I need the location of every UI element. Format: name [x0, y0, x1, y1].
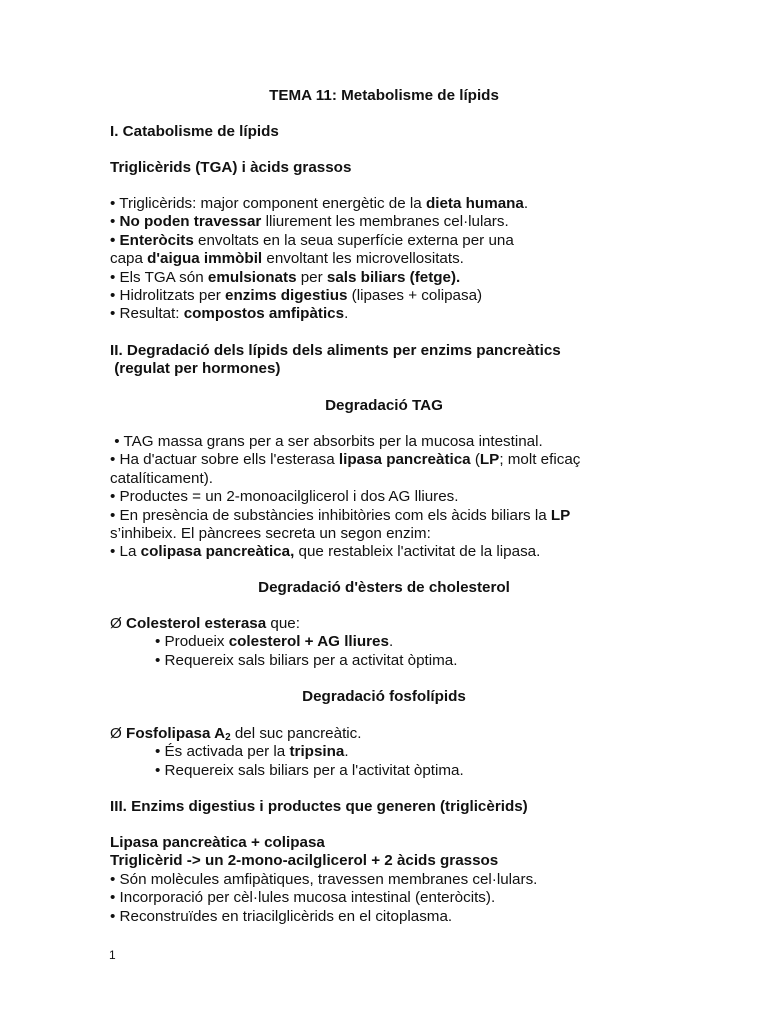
bullet-line: • Reconstruïdes en triacilglicèrids en el citoplasma.: [110, 907, 453, 925]
bullet-line: capa d'aigua immòbil envoltant les microvellositats.: [110, 250, 464, 268]
section-3-heading: III. Enzims digestius i productes que generen (triglicèrids): [110, 798, 528, 815]
bullet-line: • Els TGA són emulsionats per sals biliars (fetge).: [110, 268, 461, 286]
bullet-line: • Són molècules amfipàtiques, travessen membranes cel·lulars.: [110, 870, 538, 888]
page-number: 1: [109, 948, 116, 962]
bullet-line: Ø Colesterol esterasa que:: [110, 615, 300, 632]
bullet-line: Ø Fosfolipasa $A_2$ del suc pancreàtic.: [110, 725, 362, 743]
tag-degradation-bullets: [110, 433, 650, 562]
bullet-line: • Requereix sals biliars per a activitat òptima.: [155, 651, 458, 669]
section-1-heading: I. Catabolisme de lípids: [110, 123, 279, 140]
bullet-line: • Productes = un 2-monoacilglicerol i dos AG lliures.: [110, 488, 459, 506]
bullet-line: • Resultat: compostos amfipàtics.: [110, 305, 349, 323]
bullet-line: • No poden travessar lliurement les membranes cel·lulars.: [110, 213, 509, 231]
bullet-line: • Triglicèrids: major component energètic de la dieta humana.: [110, 195, 529, 212]
bullet-line: s’inhibeix. El pàncrees secreta un segon enzim:: [110, 525, 431, 543]
reaction-line: Triglicèrid -> un 2-mono-acilglicerol + 2 àcids grassos: [110, 852, 499, 870]
bullet-line: • TAG massa grans per a ser absorbits per la mucosa intestinal.: [110, 433, 543, 450]
phospholipid-degradation-title: Degradació fosfolípids: [302, 688, 466, 705]
tag-degradation-title: Degradació TAG: [325, 397, 443, 414]
bullet-line: • Enteròcits envoltats en la seua superfície externa per una: [110, 231, 514, 249]
section-2-heading: II. Degradació dels lípids dels aliments per enzims pancreàtics (regulat per hormones): [110, 342, 561, 378]
bullet-line: • Incorporació per cèl·lules mucosa intestinal (enteròcits).: [110, 889, 496, 907]
cholesterol-bullets: [110, 615, 650, 670]
bullet-line: catalíticament).: [110, 469, 213, 487]
bullet-line: • Hidrolitzats per enzims digestius (lipases + colipasa): [110, 287, 483, 305]
bullet-line: • En presència de substàncies inhibitòries com els àcids biliars la LP: [110, 506, 571, 524]
bullet-line: • Produeix colesterol + AG lliures.: [155, 633, 394, 651]
bullet-line: • La colipasa pancreàtica, que restableix l'activitat de la lipasa.: [110, 543, 541, 561]
section-1-subheading: Triglicèrids (TGA) i àcids grassos: [110, 159, 352, 176]
cholesterol-degradation-title: Degradació d'èsters de cholesterol: [258, 579, 510, 596]
bullet-line: • Requereix sals biliars per a l'activitat òptima.: [155, 761, 464, 779]
enzyme-line: Lipasa pancreàtica + colipasa: [110, 834, 325, 851]
section-1-bullets: [110, 195, 650, 324]
bullet-line: • És activada per la tripsina.: [155, 743, 349, 761]
phospholipid-bullets: [110, 725, 650, 780]
section-3-content: [110, 834, 650, 926]
page-title: TEMA 11: Metabolisme de lípids: [269, 87, 499, 104]
bullet-line: • Ha d'actuar sobre ells l'esterasa lipasa pancreàtica (LP; molt eficaç: [110, 451, 581, 469]
